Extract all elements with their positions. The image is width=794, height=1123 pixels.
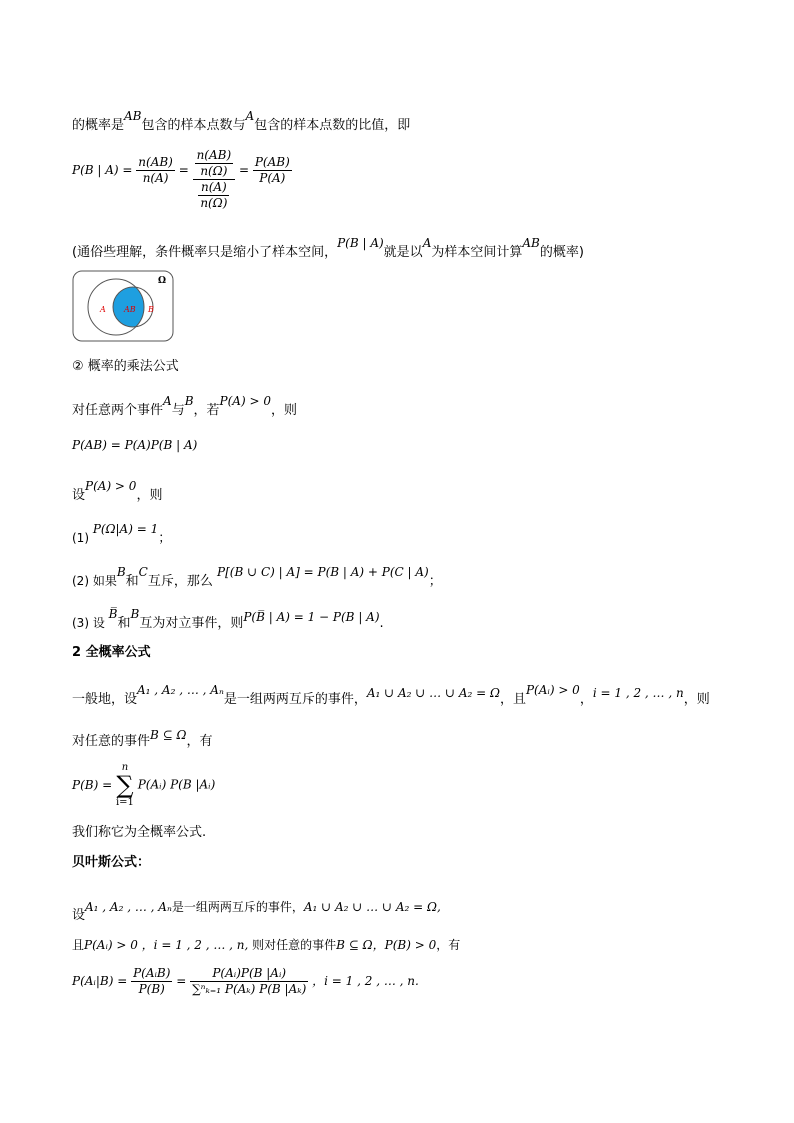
formula-lhs: P(Aᵢ|B) = [72,974,132,988]
math-a: A [422,236,432,250]
math-expr: P(Ω|A) = 1 [92,522,159,536]
total-probability-formula [72,762,215,808]
numerator: n(A) [198,180,229,196]
text: 则对任意的事件 [248,938,337,952]
paragraph-multiplication-condition [72,394,297,420]
paragraph-any-event [72,728,213,751]
text: ； [428,574,442,589]
equals: = [178,163,193,177]
paragraph-ratio-intro [72,109,411,135]
math-a: A [245,109,255,123]
venn-diagram [72,270,174,342]
paragraph-bayes-partition [72,898,441,923]
math-pba: P(B | A) [337,236,384,250]
text: ，有 [436,938,461,952]
math-events: A₁ , A₂ , … , Aₙ [85,900,172,914]
math-events: A₁ , A₂ , … , Aₙ [137,683,224,697]
text: 包含的样本点数与 [141,118,246,133]
math-union: A₁ ∪ A₂ ∪ … ∪ A₂ = Ω [366,686,500,700]
numerator: n(AB) [138,155,173,169]
math-b-bar: B̅ [108,607,118,621]
math-union: A₁ ∪ A₂ ∪ … ∪ A₂ = Ω, [303,900,441,914]
text: ； [158,531,172,546]
sum-upper: n [121,762,129,773]
text: 且 [72,938,85,952]
sum-lower: i=1 [115,797,134,808]
math-condition: P(Aᵢ) > 0 ，i = 1 , 2 , … , n, [84,938,249,952]
heading-multiplication-rule: ② 概率的乘法公式 [72,359,179,374]
formula-tail: ，i = 1 , 2 , … , n. [312,974,419,988]
property-item-3 [72,607,384,633]
text: (通俗些理解，条件概率只是缩小了样本空间， [72,245,338,260]
numerator: P(AB) [254,155,290,169]
fraction-count [136,155,175,186]
text: . [379,616,384,631]
text: 包含的样本点数的比值，即 [254,118,411,133]
math-b: B [130,607,140,621]
compound-numerator [193,148,236,180]
math-ab: AB [522,236,540,250]
fraction-probability [253,155,292,186]
formula-rhs: P(Aᵢ) P(B |Aᵢ) [137,777,216,792]
text: 互为对立事件，则 [139,616,244,631]
numerator: P(Aᵢ)P(B |Aᵢ) [190,966,308,982]
omega-label: Ω [158,276,167,286]
paragraph-assume [72,479,163,505]
denominator: P(A) [259,171,286,185]
paragraph-partition [72,683,710,709]
denominator: ∑ⁿₖ₌₁ P(Aₖ) P(B |Aₖ) [192,982,307,996]
math-pa-positive: P(A) > 0 [85,479,137,493]
item-number: (2) 如果 [72,574,117,588]
fraction-bayes-2 [190,966,308,997]
math-condition-b: B ⊆ Ω，P(B) > 0 [336,938,437,952]
math-c: C [138,565,148,579]
paragraph-intuition [72,236,584,262]
fraction-bayes-1 [131,966,172,997]
bayes-formula [72,966,419,997]
math-ab: AB [124,109,142,123]
text: 设 [72,908,86,923]
item-number: (3) 设 [72,616,109,630]
conditional-probability-formula [72,148,292,211]
math-expr: P[(B ∪ C) | A] = P(B | A) + P(C | A) [217,565,429,579]
denominator: n(A) [142,171,169,185]
text: 是一组两两互斥的事件， [223,692,367,707]
text: 的概率是 [72,118,125,133]
denominator: n(Ω) [200,164,228,178]
math-pai-positive: P(Aᵢ) > 0 [525,683,580,697]
math-b: B [184,394,194,408]
equals: = [176,974,191,988]
math-b: B [116,565,126,579]
item-number: (1) [72,531,93,545]
text: 一般地，设 [72,692,138,707]
property-item-2 [72,565,442,591]
text: ， [579,692,593,707]
text: 和 [117,616,131,631]
paragraph-bayes-condition [72,936,460,955]
numerator: n(AB) [196,148,232,162]
denominator: n(Ω) [200,196,228,210]
compound-fraction [193,148,236,211]
heading-total-probability: 2 全概率公式 [72,645,151,660]
text: 设 [72,488,86,503]
multiplication-formula: P(AB) = P(A)P(B | A) [72,438,198,452]
text: ，若 [193,403,220,418]
heading-bayes: 贝叶斯公式： [72,855,151,870]
math-subset: B ⊆ Ω [150,728,187,742]
formula-lhs: P(B | A) = [72,163,137,177]
sigma-icon: ∑ [116,771,134,799]
formula-lhs: P(B) = [72,777,116,792]
text: 的概率) [539,245,584,260]
numerator: P(AᵢB) [133,966,171,980]
math-pa-positive: P(A) > 0 [219,394,271,408]
label-ab: AB [124,305,136,314]
math-index: i = 1 , 2 , … , n [592,686,684,700]
text: ，有 [186,734,213,749]
equals: = [238,163,253,177]
text: 为样本空间计算 [431,245,523,260]
denominator: P(B) [138,982,165,996]
label-a: A [100,305,106,314]
text: 和 [125,574,139,589]
text: 与 [171,403,185,418]
text: 对任意两个事件 [72,403,164,418]
compound-denominator [193,180,236,211]
text: ，则 [136,488,163,503]
text: 是一组两两互斥的事件， [171,900,304,914]
math-a: A [163,394,172,408]
property-item-1 [72,522,172,548]
text: ，则 [270,403,297,418]
paragraph-naming: 我们称它为全概率公式. [72,825,207,840]
text: 就是以 [383,245,423,260]
text: ，则 [683,692,710,707]
math-expr: P(B̅ | A) = 1 − P(B | A) [243,610,380,624]
text: 对任意的事件 [72,734,151,749]
summation [116,762,134,808]
label-b: B [148,305,154,314]
text: 互斥，那么 [147,574,217,589]
text: ，且 [499,692,526,707]
